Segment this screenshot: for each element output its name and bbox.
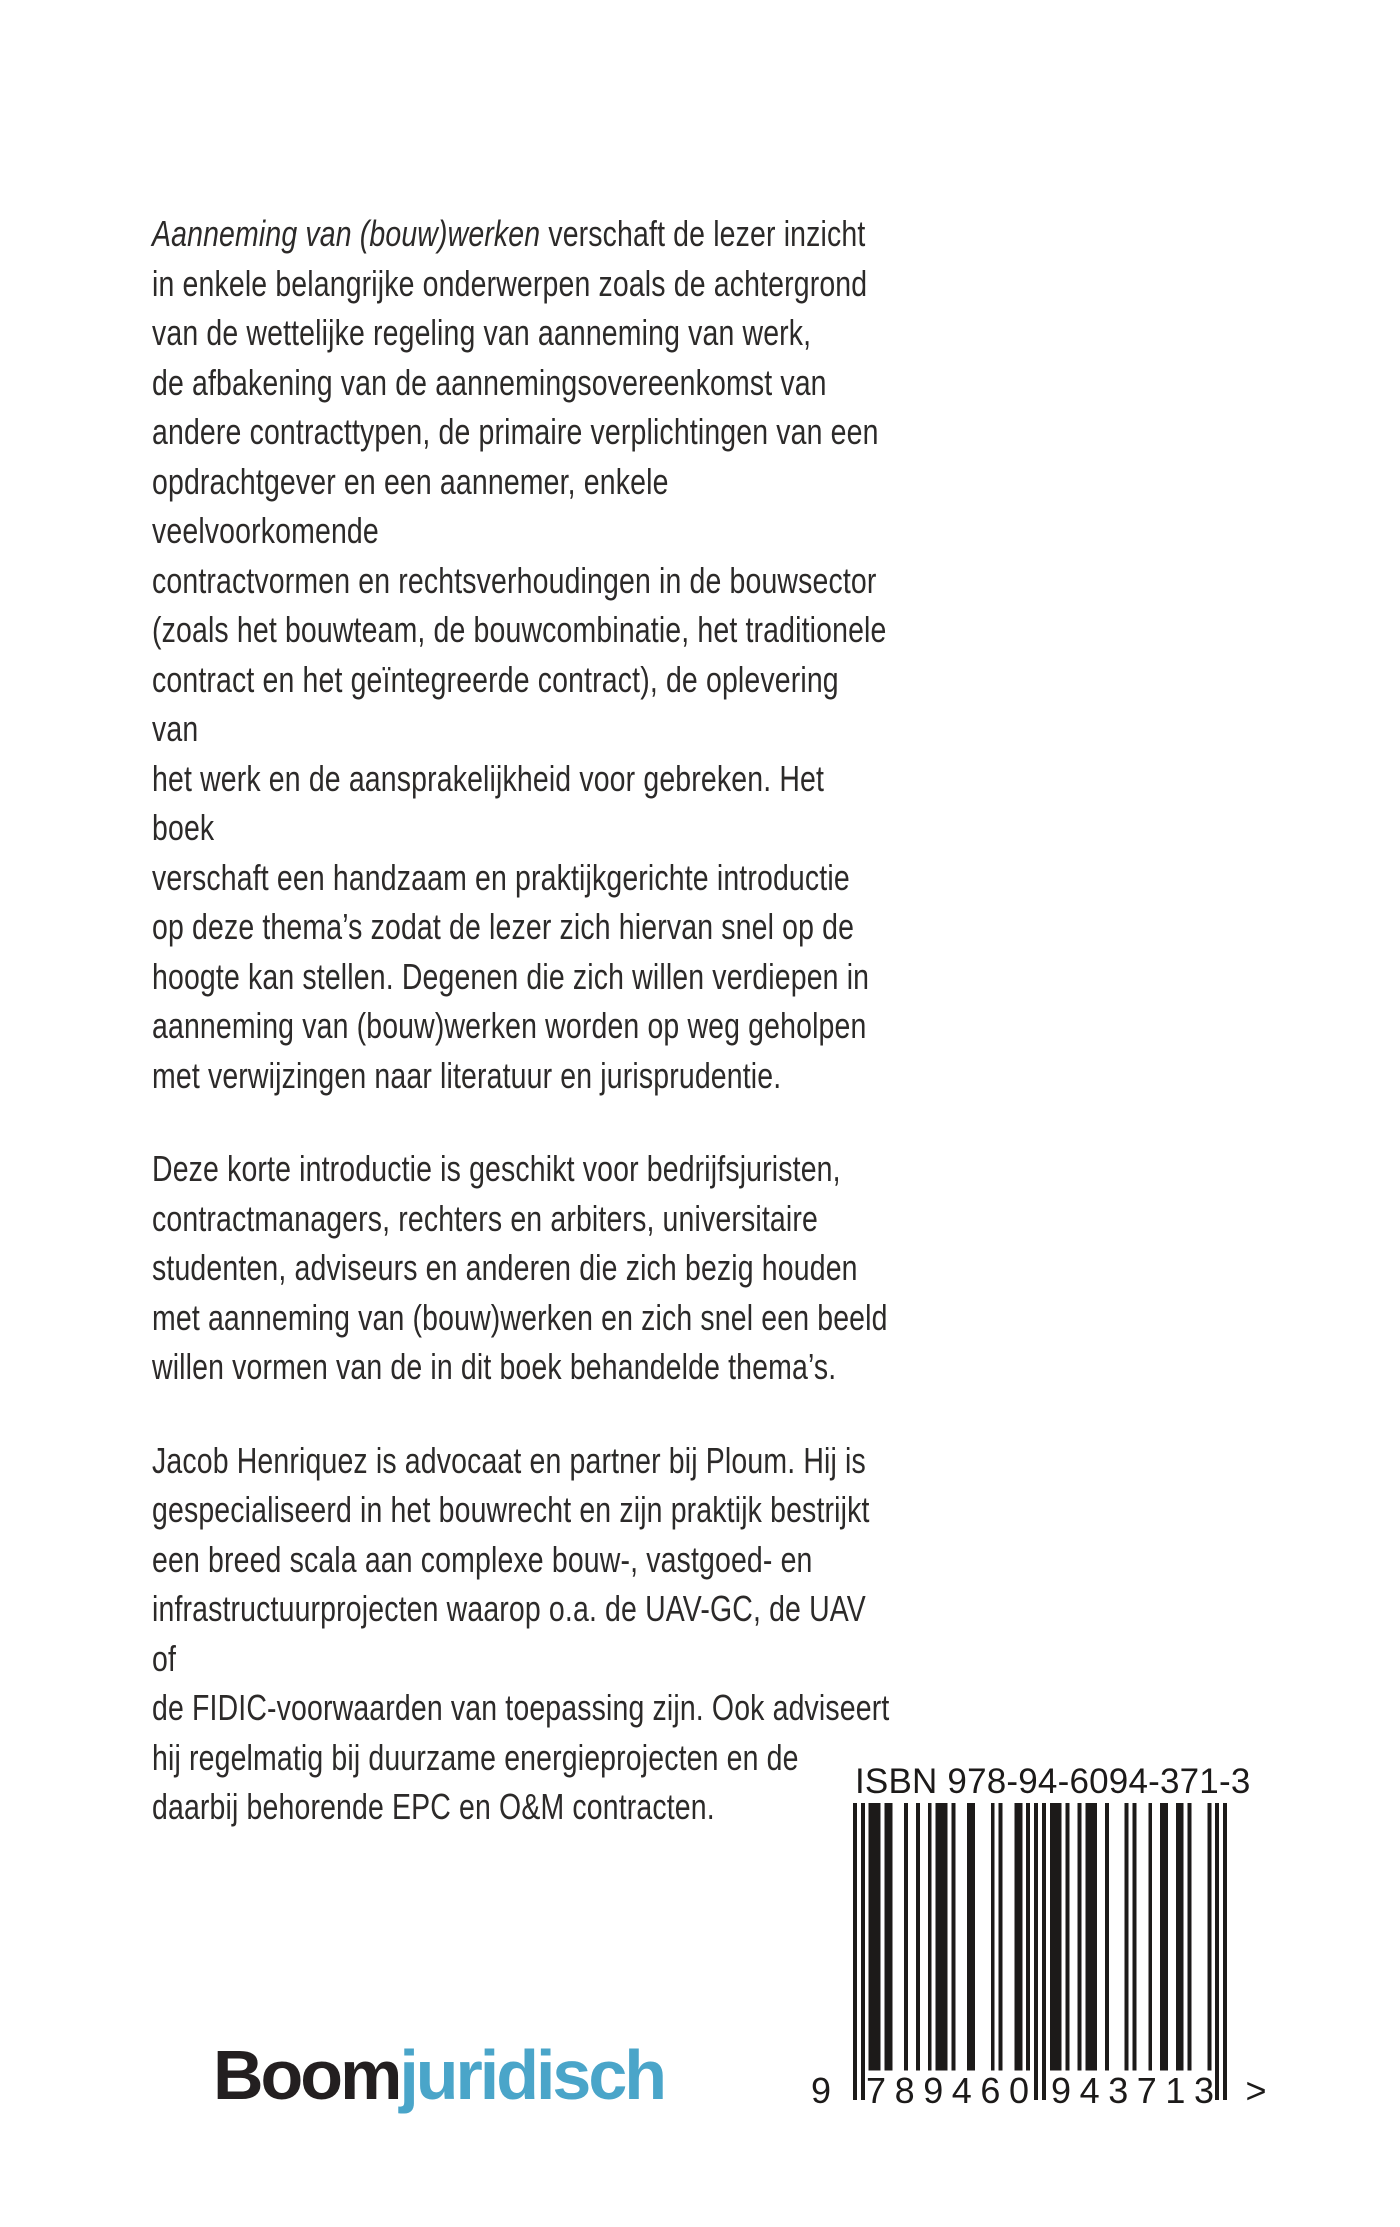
barcode-bars (853, 1803, 1227, 2100)
barcode-digit: 3 (1193, 2070, 1214, 2111)
ean13-barcode (811, 1803, 1267, 2111)
blurb-paragraph-1 (152, 209, 891, 1100)
back-cover-blurb (152, 209, 891, 1832)
barcode-digits-group2 (1051, 2071, 1214, 2111)
blurb-paragraph-2: Deze korte introductie is geschikt voor bedrijfsjuristen, contractmanagers, rechters en arbiters, universitaire studenten, adviseurs en anderen die zich bezig houden met aanneming van (bouw)werken en zich snel een beeld willen vormen van de in dit boek behandelde thema’s. (152, 1148, 888, 1387)
publisher-logo (213, 2036, 665, 2114)
barcode-digit: 6 (980, 2070, 1001, 2111)
publisher-logo-boom: Boom (213, 2036, 400, 2114)
publisher-logo-juridisch: juridisch (399, 2036, 665, 2114)
barcode-digit-first: 9 (811, 2070, 832, 2111)
barcode-digit: 4 (1079, 2070, 1100, 2111)
isbn-label: ISBN 978-94-6094-371-3 (855, 1762, 1251, 1801)
barcode-digit: 4 (951, 2070, 972, 2111)
barcode-digit: 7 (866, 2070, 887, 2111)
blurb-paragraph-3: Jacob Henriquez is advocaat en partner bij Ploum. Hij is gespecialiseerd in het bouwrecht en zijn praktijk bestrijkt een breed scala aan complexe bouw-, vastgoed- en infrastructuurprojecten waarop o.a. de UAV-GC, de UAV of de FIDIC-voorwaarden van toepassing zijn. Ook adviseert hij regelmatig bij duurzame energieprojecten en de daarbij behorende EPC en O&M contracten. (152, 1439, 890, 1827)
barcode-digit: 8 (894, 2070, 915, 2111)
barcode-quiet-zone-indicator: > (1245, 2070, 1267, 2111)
barcode-digit: 1 (1165, 2070, 1186, 2111)
barcode-digit: 9 (1051, 2070, 1072, 2111)
barcode-digit: 3 (1108, 2070, 1129, 2111)
book-title-italic: Aanneming van (bouw)werken (152, 213, 541, 254)
blurb-paragraph-1-first-line (152, 209, 891, 259)
blurb-paragraph-1-first-line-rest: verschaft de lezer inzicht (540, 213, 866, 254)
barcode-digit: 9 (923, 2070, 944, 2111)
blurb-paragraph-1-body: in enkele belangrijke onderwerpen zoals de achtergrond van de wettelijke regeling van aanneming van werk, de afbakening van de aannemingsovereenkomst van andere contracttypen, de primaire verplichtingen van een opdrachtgever en een aannemer, enkele veelvoorkomende contractvormen en rechtsverhoudingen in de bouwsector (zoals het bouwteam, de bouwcombinatie, het traditionele contract en het geïntegreerde contract), de oplevering van het werk en de aansprakelijkheid voor gebreken. Het boek verschaft een handzaam en praktijkgerichte introductie op deze thema’s zodat de lezer zich hiervan snel op de hoogte kan stellen. Degenen die zich willen verdiepen in aanneming van (bouw)werken worden op weg geholpen met verwijzingen naar literatuur en jurisprudentie. (152, 262, 887, 1096)
barcode-digit: 7 (1136, 2070, 1157, 2111)
barcode-digit: 0 (1008, 2070, 1029, 2111)
barcode-digits-group1 (866, 2071, 1029, 2111)
